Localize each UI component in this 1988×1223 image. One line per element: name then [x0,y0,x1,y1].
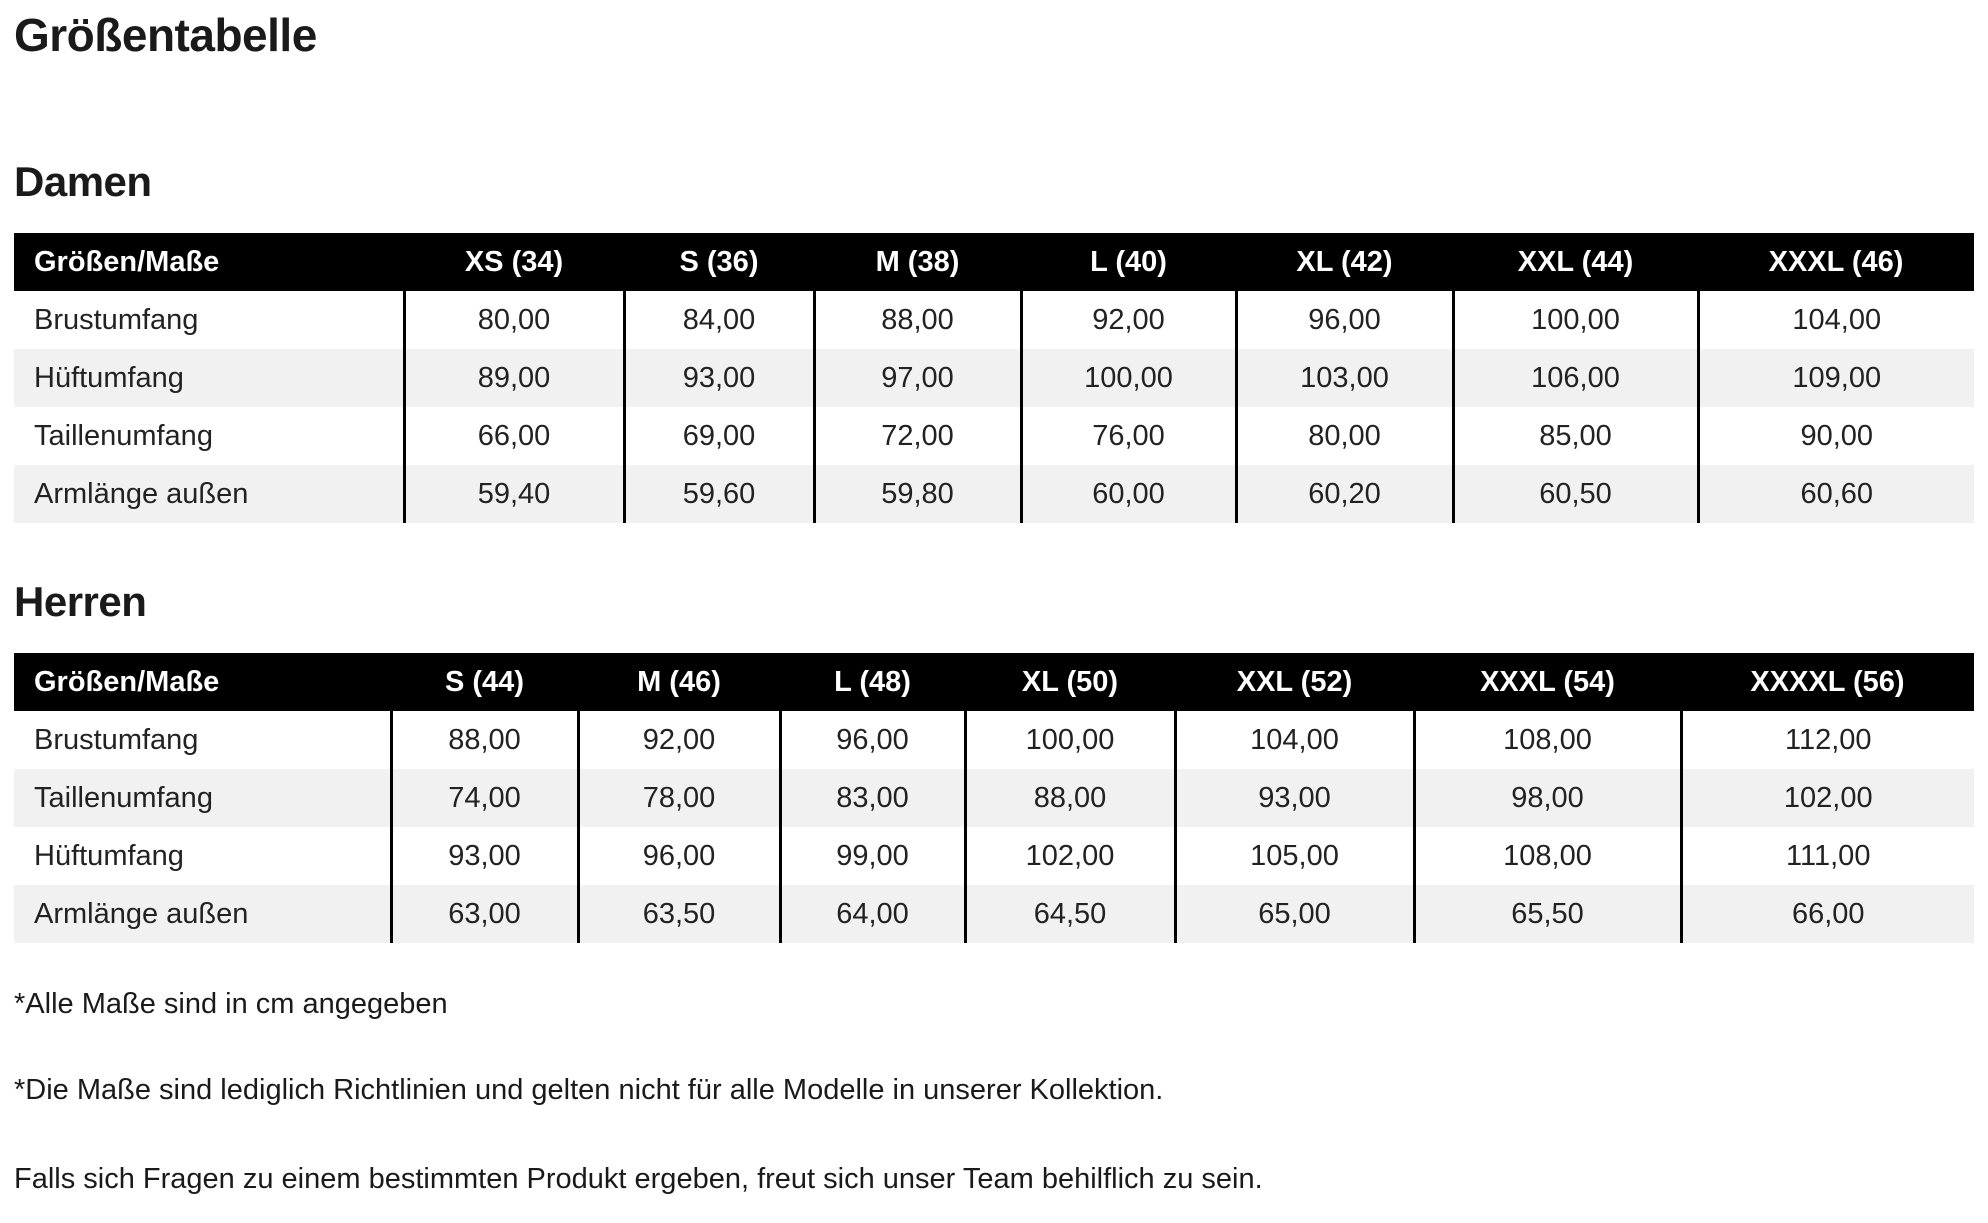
size-table-damen [14,233,1974,523]
row-label: Armlänge außen [14,465,404,523]
table-cell: 109,00 [1698,349,1974,407]
table-cell: 108,00 [1414,827,1681,885]
table-cell: 80,00 [1236,407,1453,465]
table-cell: 96,00 [1236,291,1453,349]
table-cell: 83,00 [780,769,965,827]
table-cell: 88,00 [391,711,578,769]
column-header: XS (34) [404,233,624,291]
table-cell: 92,00 [578,711,780,769]
table-cell: 88,00 [814,291,1021,349]
table-cell: 84,00 [624,291,814,349]
table-cell: 63,50 [578,885,780,943]
table-cell: 63,00 [391,885,578,943]
table-cell: 88,00 [965,769,1175,827]
column-header: XXXL (54) [1414,653,1681,711]
table-cell: 100,00 [965,711,1175,769]
table-cell: 105,00 [1175,827,1414,885]
table-cell: 59,60 [624,465,814,523]
table-cell: 93,00 [1175,769,1414,827]
table-cell: 100,00 [1453,291,1698,349]
column-header: M (38) [814,233,1021,291]
column-header: XXL (52) [1175,653,1414,711]
table-cell: 104,00 [1175,711,1414,769]
table-row [14,465,1974,523]
row-label: Taillenumfang [14,769,391,827]
table-cell: 93,00 [391,827,578,885]
table-cell: 90,00 [1698,407,1974,465]
row-label: Hüftumfang [14,827,391,885]
column-header: XL (42) [1236,233,1453,291]
footnote-guidelines: *Die Maße sind lediglich Richtlinien und gelten nicht für alle Modelle in unserer Kollektion. [14,1074,1164,1106]
row-label: Armlänge außen [14,885,391,943]
table-cell: 74,00 [391,769,578,827]
table-row [14,349,1974,407]
table-cell: 72,00 [814,407,1021,465]
table-cell: 92,00 [1021,291,1236,349]
table-cell: 69,00 [624,407,814,465]
table-cell: 59,40 [404,465,624,523]
table-row [14,291,1974,349]
column-header: XXXXL (56) [1681,653,1974,711]
footnote-contact: Falls sich Fragen zu einem bestimmten Produkt ergeben, freut sich unser Team behilflich zu sein. [14,1163,1263,1195]
table-cell: 76,00 [1021,407,1236,465]
table-cell: 80,00 [404,291,624,349]
footnote-units: *Alle Maße sind in cm angegeben [14,988,448,1020]
column-header: M (46) [578,653,780,711]
table-cell: 85,00 [1453,407,1698,465]
table-cell: 64,00 [780,885,965,943]
table-cell: 66,00 [1681,885,1974,943]
table-row [14,711,1974,769]
table-cell: 96,00 [578,827,780,885]
table-cell: 96,00 [780,711,965,769]
table-cell: 93,00 [624,349,814,407]
table-cell: 108,00 [1414,711,1681,769]
table-cell: 59,80 [814,465,1021,523]
table-cell: 106,00 [1453,349,1698,407]
table-row [14,407,1974,465]
table-cell: 112,00 [1681,711,1974,769]
table-cell: 98,00 [1414,769,1681,827]
page-title: Größentabelle [14,9,317,61]
row-label: Taillenumfang [14,407,404,465]
row-label: Brustumfang [14,711,391,769]
table-row [14,827,1974,885]
column-header: Größen/Maße [14,653,391,711]
table-cell: 103,00 [1236,349,1453,407]
table-cell: 89,00 [404,349,624,407]
column-header: XXL (44) [1453,233,1698,291]
table-cell: 99,00 [780,827,965,885]
row-label: Brustumfang [14,291,404,349]
table-cell: 60,00 [1021,465,1236,523]
row-label: Hüftumfang [14,349,404,407]
column-header: Größen/Maße [14,233,404,291]
table-cell: 104,00 [1698,291,1974,349]
table-cell: 66,00 [404,407,624,465]
table-cell: 97,00 [814,349,1021,407]
table-cell: 102,00 [965,827,1175,885]
column-header: L (40) [1021,233,1236,291]
section-heading-herren: Herren [14,578,147,625]
size-table-herren [14,653,1974,943]
column-header: L (48) [780,653,965,711]
section-heading-damen: Damen [14,158,152,205]
table-cell: 60,50 [1453,465,1698,523]
table-cell: 65,50 [1414,885,1681,943]
table-cell: 64,50 [965,885,1175,943]
column-header: XL (50) [965,653,1175,711]
table-cell: 60,20 [1236,465,1453,523]
table-cell: 111,00 [1681,827,1974,885]
table-header-row [14,233,1974,291]
table-cell: 78,00 [578,769,780,827]
table-cell: 102,00 [1681,769,1974,827]
table-row [14,769,1974,827]
column-header: S (44) [391,653,578,711]
column-header: S (36) [624,233,814,291]
table-cell: 100,00 [1021,349,1236,407]
table-header-row [14,653,1974,711]
column-header: XXXL (46) [1698,233,1974,291]
table-cell: 65,00 [1175,885,1414,943]
table-row [14,885,1974,943]
table-cell: 60,60 [1698,465,1974,523]
